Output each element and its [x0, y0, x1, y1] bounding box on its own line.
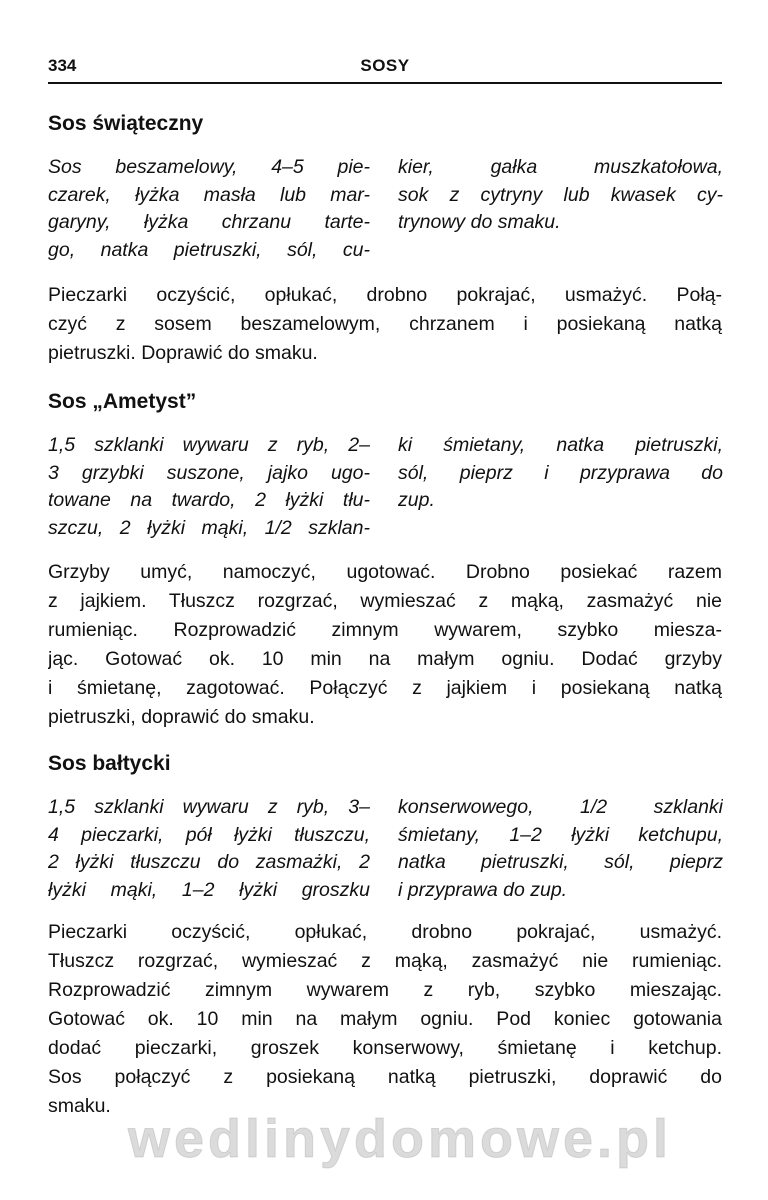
ingredient-line: go, natka pietruszki, sól, cu-	[48, 238, 370, 261]
ingredient-line: ki śmietany, natka pietruszki,	[398, 434, 723, 456]
ingredient-line: kier, gałka muszkatołowa,	[398, 156, 723, 178]
ingredient-line: 1,5 szklanki wywaru z ryb, 3–	[48, 796, 370, 818]
ingredient-line: garyny, łyżka chrzanu tarte-	[48, 211, 370, 233]
ingredient-line: trynowy do smaku.	[398, 211, 561, 233]
method-line: z jajkiem. Tłuszcz rozgrzać, wymieszać z mąką, zasmażyć nie	[48, 590, 722, 612]
ingredients-left	[48, 154, 370, 264]
running-head	[48, 56, 722, 84]
method-text	[48, 281, 722, 368]
ingredients-right	[398, 432, 723, 515]
ingredient-line: konserwowego, 1/2 szklanki	[398, 796, 723, 818]
method-line: pietruszki, doprawić do smaku.	[48, 706, 315, 728]
ingredient-line: 1,5 szklanki wywaru z ryb, 2–	[48, 434, 370, 456]
method-text	[48, 918, 722, 1121]
ingredient-line: natka pietruszki, sól, pieprz	[398, 851, 723, 873]
ingredient-line: 4 pieczarki, pół łyżki tłuszczu,	[48, 823, 370, 846]
ingredients-right	[398, 794, 723, 904]
ingredient-line: sok z cytryny lub kwasek cy-	[398, 183, 723, 206]
method-line: Grzyby umyć, namoczyć, ugotować. Drobno posiekać razem	[48, 561, 722, 583]
method-line: Rozprowadzić zimnym wywarem z ryb, szybko mieszając.	[48, 979, 722, 1001]
recipe-title: Sos bałtycki	[48, 752, 171, 775]
ingredient-line: 3 grzybki suszone, jajko ugo-	[48, 461, 370, 484]
ingredients-right	[398, 154, 723, 237]
method-line: rumieniąc. Rozprowadzić zimnym wywarem, szybko miesza-	[48, 619, 722, 641]
method-line: smaku.	[48, 1095, 111, 1117]
ingredient-line: Sos beszamelowy, 4–5 pie-	[48, 156, 370, 178]
ingredients-left	[48, 432, 370, 542]
method-line: dodać pieczarki, groszek konserwowy, śmietanę i ketchup.	[48, 1037, 722, 1059]
ingredient-line: towane na twardo, 2 łyżki tłu-	[48, 489, 370, 511]
method-line: czyć z sosem beszamelowym, chrzanem i posiekaną natką	[48, 313, 722, 335]
method-line: Pieczarki oczyścić, opłukać, drobno pokrajać, usmażyć. Połą-	[48, 284, 722, 306]
ingredient-line: szczu, 2 łyżki mąki, 1/2 szklan-	[48, 516, 370, 539]
method-line: pietruszki. Doprawić do smaku.	[48, 342, 318, 364]
ingredients-left	[48, 794, 370, 904]
method-line: i śmietanę, zagotować. Połączyć z jajkiem i posiekaną natką	[48, 677, 722, 699]
ingredient-line: 2 łyżki tłuszczu do zasmażki, 2	[48, 851, 370, 873]
ingredient-line: zup.	[398, 489, 435, 511]
recipe-title: Sos świąteczny	[48, 112, 204, 135]
method-line: Sos połączyć z posiekaną natką pietruszki, doprawić do	[48, 1066, 722, 1088]
ingredient-line: śmietany, 1–2 łyżki ketchupu,	[398, 823, 723, 846]
method-line: Pieczarki oczyścić, opłukać, drobno pokrajać, usmażyć.	[48, 921, 722, 943]
method-text	[48, 558, 722, 732]
recipe-title: Sos „Ametyst”	[48, 390, 197, 413]
ingredient-line: sól, pieprz i przyprawa do	[398, 461, 723, 484]
watermark: wedlinydomowe.pl	[127, 1109, 673, 1169]
ingredient-line: łyżki mąki, 1–2 łyżki groszku	[48, 878, 370, 901]
method-line: jąc. Gotować ok. 10 min na małym ogniu. Dodać grzyby	[48, 648, 722, 670]
method-line: Tłuszcz rozgrzać, wymieszać z mąką, zasmażyć nie rumieniąc.	[48, 950, 722, 972]
page-number: 334	[48, 56, 77, 75]
ingredient-line: czarek, łyżka masła lub mar-	[48, 183, 370, 206]
running-title: SOSY	[360, 56, 410, 75]
ingredient-line: i przyprawa do zup.	[398, 878, 568, 901]
method-line: Gotować ok. 10 min na małym ogniu. Pod koniec gotowania	[48, 1008, 722, 1030]
